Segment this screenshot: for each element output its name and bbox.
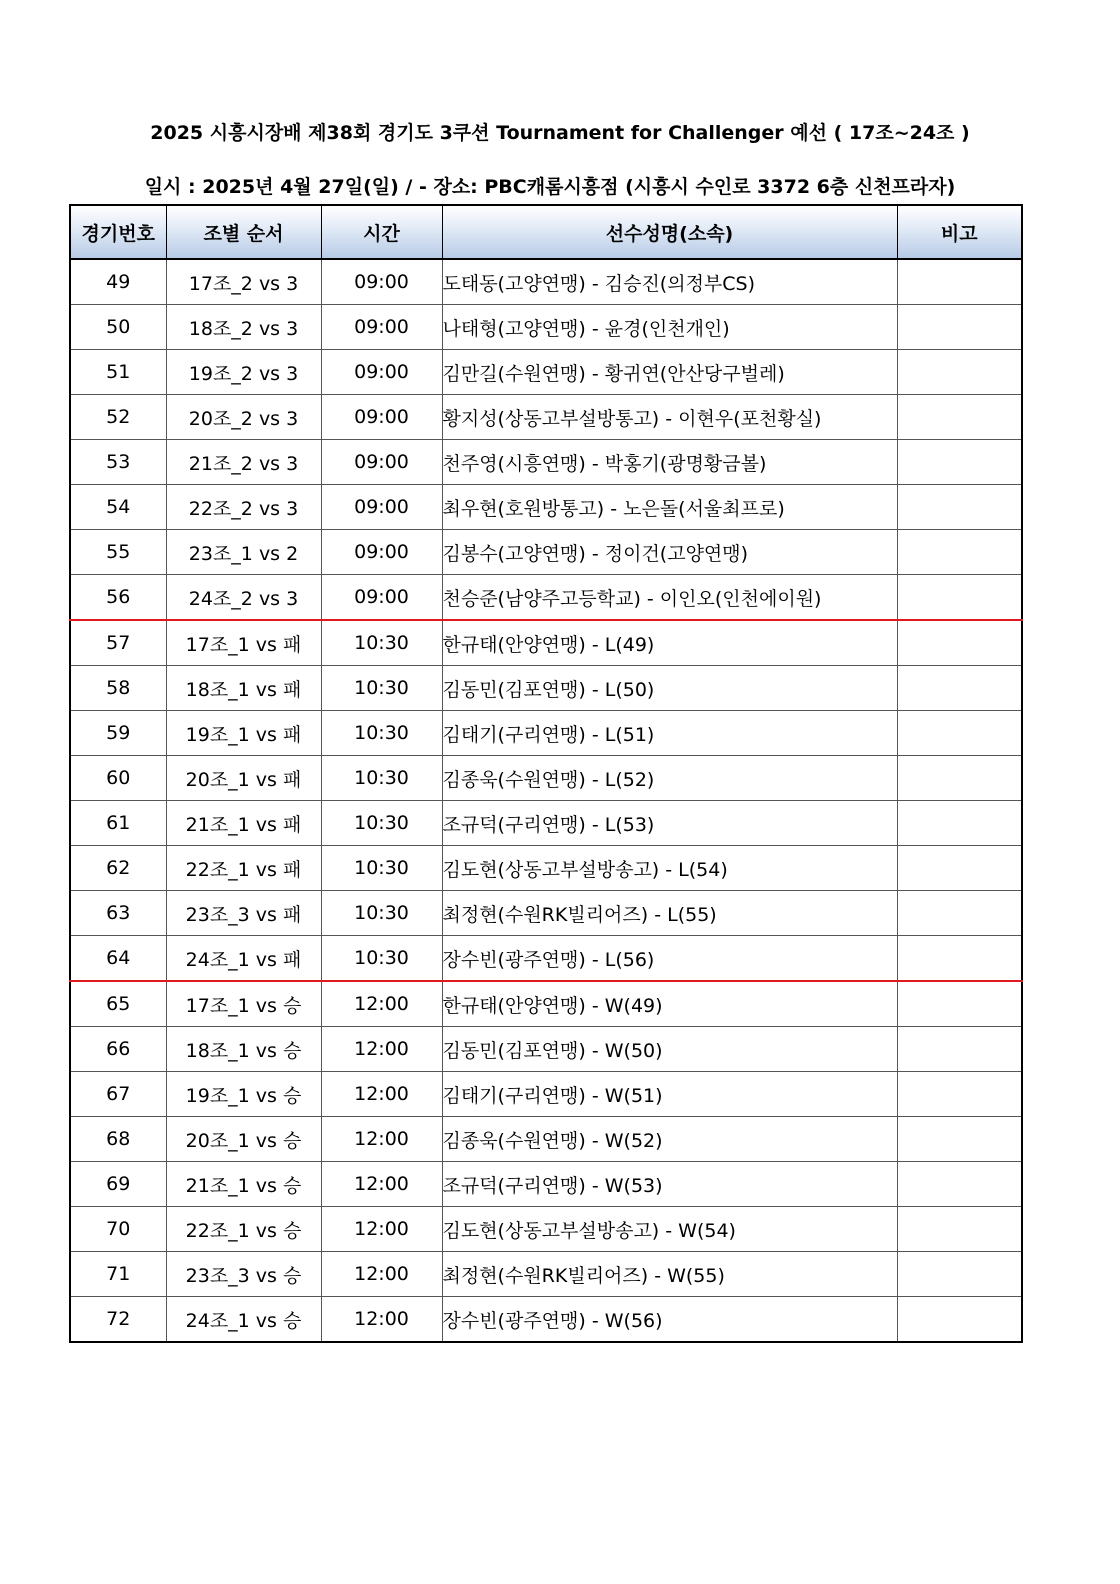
match-number-cell: 57	[70, 620, 166, 666]
match-number-cell: 68	[70, 1117, 166, 1162]
players-cell: 황지성(상동고부설방통고) - 이현우(포천황실)	[442, 395, 897, 440]
table-row	[70, 981, 1022, 1027]
match-number-cell: 59	[70, 711, 166, 756]
time-cell: 12:00	[321, 1252, 442, 1297]
schedule-info: 일시 : 2025년 4월 27일(일) / - 장소: PBC캐롬시흥점 (시흥시 수인로 3372 6층 신천프라자)	[144, 176, 956, 198]
table-row	[70, 756, 1022, 801]
note-cell	[897, 756, 1022, 801]
group-order-cell: 20조_1 vs 패	[166, 756, 321, 801]
time-cell: 12:00	[321, 1162, 442, 1207]
time-cell: 12:00	[321, 1297, 442, 1343]
match-number-cell: 71	[70, 1252, 166, 1297]
group-order-cell: 18조_1 vs 패	[166, 666, 321, 711]
players-cell: 조규덕(구리연맹) - L(53)	[442, 801, 897, 846]
note-cell	[897, 981, 1022, 1027]
match-number-cell: 49	[70, 259, 166, 305]
players-cell: 최우현(호원방통고) - 노은돌(서울최프로)	[442, 485, 897, 530]
match-number-cell: 54	[70, 485, 166, 530]
match-number-cell: 56	[70, 575, 166, 621]
note-cell	[897, 1207, 1022, 1252]
header-group-order: 조별 순서	[166, 205, 321, 259]
match-number-cell: 60	[70, 756, 166, 801]
players-cell: 장수빈(광주연맹) - W(56)	[442, 1297, 897, 1343]
players-cell: 최정현(수원RK빌리어즈) - W(55)	[442, 1252, 897, 1297]
players-cell: 김만길(수원연맹) - 황귀연(안산당구벌레)	[442, 350, 897, 395]
table-row	[70, 1072, 1022, 1117]
table-row	[70, 1162, 1022, 1207]
match-number-cell: 67	[70, 1072, 166, 1117]
table-row	[70, 350, 1022, 395]
note-cell	[897, 395, 1022, 440]
time-cell: 09:00	[321, 350, 442, 395]
note-cell	[897, 801, 1022, 846]
table-row	[70, 666, 1022, 711]
table-row	[70, 1117, 1022, 1162]
match-number-cell: 53	[70, 440, 166, 485]
match-number-cell: 55	[70, 530, 166, 575]
group-order-cell: 23조_3 vs 승	[166, 1252, 321, 1297]
note-cell	[897, 530, 1022, 575]
note-cell	[897, 575, 1022, 621]
match-number-cell: 70	[70, 1207, 166, 1252]
time-cell: 10:30	[321, 846, 442, 891]
document-title: 2025 시흥시장배 제38회 경기도 3쿠션 Tournament for Challenger 예선 ( 17조~24조 )	[150, 122, 970, 144]
table-row	[70, 575, 1022, 621]
group-order-cell: 21조_2 vs 3	[166, 440, 321, 485]
time-cell: 09:00	[321, 305, 442, 350]
group-order-cell: 24조_2 vs 3	[166, 575, 321, 621]
note-cell	[897, 440, 1022, 485]
group-order-cell: 19조_1 vs 승	[166, 1072, 321, 1117]
note-cell	[897, 1072, 1022, 1117]
group-order-cell: 17조_2 vs 3	[166, 259, 321, 305]
header-players: 선수성명(소속)	[442, 205, 897, 259]
table-row	[70, 259, 1022, 305]
time-cell: 09:00	[321, 575, 442, 621]
match-number-cell: 61	[70, 801, 166, 846]
table-row	[70, 846, 1022, 891]
players-cell: 도태동(고양연맹) - 김승진(의정부CS)	[442, 259, 897, 305]
match-number-cell: 66	[70, 1027, 166, 1072]
table-row	[70, 485, 1022, 530]
group-order-cell: 17조_1 vs 패	[166, 620, 321, 666]
group-order-cell: 22조_1 vs 패	[166, 846, 321, 891]
players-cell: 김태기(구리연맹) - W(51)	[442, 1072, 897, 1117]
group-order-cell: 20조_2 vs 3	[166, 395, 321, 440]
players-cell: 천승준(남양주고등학교) - 이인오(인천에이원)	[442, 575, 897, 621]
match-number-cell: 50	[70, 305, 166, 350]
group-order-cell: 19조_2 vs 3	[166, 350, 321, 395]
group-order-cell: 21조_1 vs 패	[166, 801, 321, 846]
match-schedule-table	[69, 204, 1023, 1343]
header-note: 비고	[897, 205, 1022, 259]
match-number-cell: 69	[70, 1162, 166, 1207]
table-row	[70, 891, 1022, 936]
group-order-cell: 21조_1 vs 승	[166, 1162, 321, 1207]
group-order-cell: 18조_2 vs 3	[166, 305, 321, 350]
time-cell: 10:30	[321, 666, 442, 711]
note-cell	[897, 1252, 1022, 1297]
match-number-cell: 62	[70, 846, 166, 891]
players-cell: 김도현(상동고부설방송고) - W(54)	[442, 1207, 897, 1252]
group-order-cell: 22조_1 vs 승	[166, 1207, 321, 1252]
table-row	[70, 305, 1022, 350]
table-row	[70, 1252, 1022, 1297]
time-cell: 09:00	[321, 259, 442, 305]
time-cell: 10:30	[321, 756, 442, 801]
time-cell: 10:30	[321, 801, 442, 846]
table-row	[70, 620, 1022, 666]
match-number-cell: 72	[70, 1297, 166, 1343]
players-cell: 한규태(안양연맹) - W(49)	[442, 981, 897, 1027]
note-cell	[897, 1027, 1022, 1072]
table-row	[70, 1207, 1022, 1252]
players-cell: 김동민(김포연맹) - W(50)	[442, 1027, 897, 1072]
time-cell: 12:00	[321, 1072, 442, 1117]
note-cell	[897, 1297, 1022, 1343]
time-cell: 12:00	[321, 1207, 442, 1252]
time-cell: 10:30	[321, 620, 442, 666]
match-number-cell: 65	[70, 981, 166, 1027]
table-row	[70, 395, 1022, 440]
time-cell: 09:00	[321, 530, 442, 575]
note-cell	[897, 1117, 1022, 1162]
group-order-cell: 20조_1 vs 승	[166, 1117, 321, 1162]
group-order-cell: 22조_2 vs 3	[166, 485, 321, 530]
table-row	[70, 1297, 1022, 1343]
time-cell: 09:00	[321, 485, 442, 530]
note-cell	[897, 305, 1022, 350]
table-row	[70, 801, 1022, 846]
players-cell: 김동민(김포연맹) - L(50)	[442, 666, 897, 711]
time-cell: 12:00	[321, 981, 442, 1027]
players-cell: 김종욱(수원연맹) - L(52)	[442, 756, 897, 801]
players-cell: 한규태(안양연맹) - L(49)	[442, 620, 897, 666]
players-cell: 김도현(상동고부설방송고) - L(54)	[442, 846, 897, 891]
note-cell	[897, 891, 1022, 936]
players-cell: 최정현(수원RK빌리어즈) - L(55)	[442, 891, 897, 936]
note-cell	[897, 350, 1022, 395]
match-number-cell: 63	[70, 891, 166, 936]
group-order-cell: 17조_1 vs 승	[166, 981, 321, 1027]
group-order-cell: 23조_3 vs 패	[166, 891, 321, 936]
time-cell: 10:30	[321, 711, 442, 756]
players-cell: 천주영(시흥연맹) - 박홍기(광명황금볼)	[442, 440, 897, 485]
table-row	[70, 1027, 1022, 1072]
header-time: 시간	[321, 205, 442, 259]
table-row	[70, 530, 1022, 575]
table-header-row	[70, 205, 1022, 259]
table-row	[70, 936, 1022, 982]
players-cell: 김태기(구리연맹) - L(51)	[442, 711, 897, 756]
match-number-cell: 52	[70, 395, 166, 440]
note-cell	[897, 936, 1022, 982]
time-cell: 09:00	[321, 395, 442, 440]
group-order-cell: 24조_1 vs 승	[166, 1297, 321, 1343]
players-cell: 나태형(고양연맹) - 윤경(인천개인)	[442, 305, 897, 350]
players-cell: 조규덕(구리연맹) - W(53)	[442, 1162, 897, 1207]
group-order-cell: 19조_1 vs 패	[166, 711, 321, 756]
table-row	[70, 711, 1022, 756]
table-row	[70, 440, 1022, 485]
time-cell: 09:00	[321, 440, 442, 485]
match-number-cell: 64	[70, 936, 166, 982]
note-cell	[897, 666, 1022, 711]
note-cell	[897, 620, 1022, 666]
time-cell: 10:30	[321, 891, 442, 936]
group-order-cell: 18조_1 vs 승	[166, 1027, 321, 1072]
players-cell: 김봉수(고양연맹) - 정이건(고양연맹)	[442, 530, 897, 575]
players-cell: 장수빈(광주연맹) - L(56)	[442, 936, 897, 982]
group-order-cell: 24조_1 vs 패	[166, 936, 321, 982]
group-order-cell: 23조_1 vs 2	[166, 530, 321, 575]
time-cell: 12:00	[321, 1117, 442, 1162]
note-cell	[897, 846, 1022, 891]
players-cell: 김종욱(수원연맹) - W(52)	[442, 1117, 897, 1162]
time-cell: 10:30	[321, 936, 442, 982]
match-number-cell: 51	[70, 350, 166, 395]
note-cell	[897, 259, 1022, 305]
note-cell	[897, 485, 1022, 530]
note-cell	[897, 1162, 1022, 1207]
note-cell	[897, 711, 1022, 756]
time-cell: 12:00	[321, 1027, 442, 1072]
match-number-cell: 58	[70, 666, 166, 711]
header-match-number: 경기번호	[70, 205, 166, 259]
